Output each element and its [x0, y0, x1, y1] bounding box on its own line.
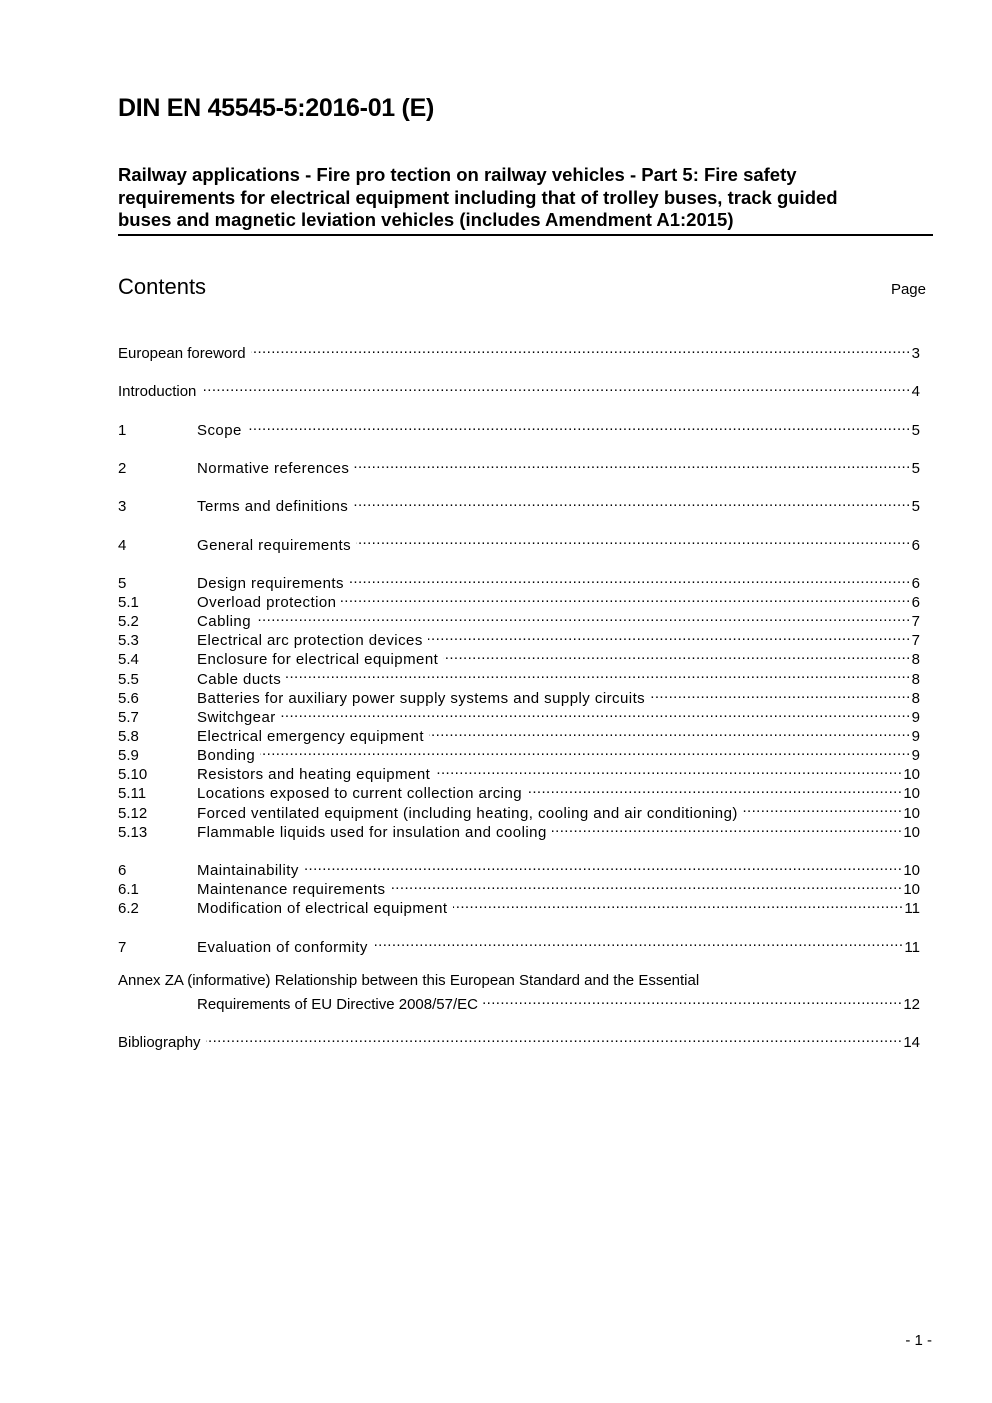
toc-entry-label: Normative references: [197, 459, 350, 477]
page-number: - 1 -: [905, 1332, 932, 1349]
toc-leader-dots: [650, 684, 911, 703]
toc-entry-label: Introduction: [118, 383, 197, 401]
toc-entry-label: Locations exposed to current collection arcing: [197, 785, 523, 803]
toc-entry[interactable]: [118, 339, 920, 363]
toc-entry-page: 5: [911, 421, 920, 439]
toc-leader-dots: [483, 990, 902, 1009]
toc-entry-number: 5.13: [118, 823, 148, 841]
toc-entry-label: Cable ducts: [197, 670, 282, 688]
toc-leader-dots: [353, 492, 910, 511]
toc-leader-dots: [349, 569, 911, 588]
toc-entry[interactable]: [118, 971, 920, 990]
toc-entry-label: General requirements: [197, 536, 352, 554]
toc-leader-dots: [286, 664, 910, 683]
document-title-line: Railway applications - Fire pro tection on railway vehicles - Part 5: Fire safety: [118, 164, 797, 185]
toc-entry-label: Requirements of EU Directive 2008/57/EC: [197, 995, 478, 1013]
toc-entry-label: Annex ZA (informative) Relationship between this European Standard and the Essential: [118, 971, 700, 989]
toc-entry-label: Electrical arc protection devices: [197, 632, 423, 650]
toc-entry[interactable]: [118, 416, 920, 439]
toc-entry-page: 9: [911, 727, 920, 745]
toc-entry-label: Maintainability: [197, 861, 299, 879]
toc-entry-page: 9: [911, 747, 920, 765]
toc-entry-page: 10: [903, 881, 920, 899]
toc-entry-label: Terms and definitions: [197, 498, 349, 516]
toc-entry-page: 11: [904, 938, 920, 956]
toc-entry-number: 5.8: [118, 727, 139, 745]
toc-entry-number: 5.4: [118, 651, 139, 669]
toc-entry-number: 5.7: [118, 708, 139, 726]
toc-spacer: [118, 396, 920, 415]
toc-entry-number: 6.2: [118, 900, 139, 918]
toc-entry-label: Design requirements: [197, 574, 344, 592]
toc-entry[interactable]: [118, 377, 920, 401]
toc-entry[interactable]: [118, 932, 920, 956]
toc-leader-dots: [251, 339, 911, 358]
toc-entry-page: 5: [911, 459, 920, 477]
toc-entry-number: 5.10: [118, 766, 148, 784]
toc-leader-dots: [429, 722, 911, 741]
toc-entry-number: 5: [118, 574, 127, 592]
toc-leader-dots: [435, 760, 902, 779]
toc-entry-label: Electrical emergency equipment: [197, 727, 424, 745]
toc-entry-page: 10: [903, 861, 920, 879]
toc-entry-number: 5.3: [118, 632, 139, 650]
toc-entry-label: Maintenance requirements: [197, 881, 386, 899]
toc-entry-label: Bonding: [197, 747, 256, 765]
toc-entry[interactable]: [118, 454, 920, 477]
toc-entry-number: 2: [118, 459, 127, 477]
toc-entry-label: Cabling: [197, 613, 252, 631]
toc-entry-number: 3: [118, 498, 127, 516]
toc-entry-label: Enclosure for electrical equipment: [197, 651, 439, 669]
toc-entry-label: European foreword: [118, 345, 246, 363]
toc-leader-dots: [443, 645, 910, 664]
toc-entry[interactable]: [118, 1028, 920, 1052]
toc-leader-dots: [552, 818, 903, 837]
toc-leader-dots: [354, 454, 910, 473]
toc-entry-page: 7: [911, 613, 920, 631]
toc-entry-number: 5.6: [118, 689, 139, 707]
toc-entry-page: 4: [911, 383, 920, 401]
toc-entry[interactable]: [118, 856, 920, 879]
toc-entry-label: Evaluation of conformity: [197, 938, 368, 956]
toc-leader-dots: [356, 530, 911, 549]
contents-heading: Contents: [118, 274, 207, 299]
toc-entry-number: 5.2: [118, 613, 139, 631]
toc-leader-dots: [281, 703, 911, 722]
toc-entry[interactable]: [118, 990, 920, 1013]
toc-entry-label: Forced ventilated equipment (including heating, cooling and air conditioning): [197, 804, 738, 822]
toc-leader-dots: [453, 894, 904, 913]
document-title: [118, 164, 933, 236]
toc-entry-page: 10: [903, 785, 920, 803]
document-id: DIN EN 45545-5:2016-01 (E): [118, 94, 434, 122]
toc-entry-label: Resistors and heating equipment: [197, 766, 431, 784]
toc-entry-number: 6.1: [118, 881, 139, 899]
toc-entry-page: 6: [911, 574, 920, 592]
toc-entry-page: 11: [904, 900, 920, 918]
toc-entry-number: 5.9: [118, 747, 139, 765]
toc-entry-number: 6: [118, 861, 127, 879]
toc-leader-dots: [304, 856, 903, 875]
toc-leader-dots: [341, 588, 910, 607]
document-title-line: requirements for electrical equipment including that of trolley buses, track guided: [118, 186, 838, 208]
toc-leader-dots: [206, 1028, 903, 1047]
toc-entry-page: 3: [911, 345, 920, 363]
toc-entry-page: 7: [911, 632, 920, 650]
toc-entry-page: 8: [911, 651, 920, 669]
toc-leader-dots: [260, 741, 910, 760]
toc-entry-page: 8: [911, 689, 920, 707]
toc-entry-number: 5.1: [118, 593, 139, 611]
toc-entry-label: Scope: [197, 421, 242, 439]
toc-entry-label: Flammable liquids used for insulation and cooling: [197, 823, 547, 841]
toc-entry-page: 10: [903, 804, 920, 822]
toc-entry-number: 1: [118, 421, 127, 439]
toc-leader-dots: [390, 875, 902, 894]
toc-leader-dots: [373, 932, 904, 951]
toc-entry-page: 8: [911, 670, 920, 688]
toc-entry[interactable]: [118, 569, 920, 592]
toc-entry-page: 9: [911, 708, 920, 726]
toc-entry-number: 5.12: [118, 804, 148, 822]
toc-entry[interactable]: [118, 492, 920, 516]
table-of-contents: [118, 339, 920, 1052]
toc-entry-label: Overload protection: [197, 593, 337, 611]
page-column-heading: Page: [890, 281, 926, 298]
toc-entry-label: Bibliography: [118, 1034, 201, 1052]
toc-leader-dots: [247, 416, 911, 435]
toc-entry-label: Switchgear: [197, 708, 276, 726]
document-title-line: buses and magnetic leviation vehicles (includes Amendment A1:2015): [118, 209, 734, 230]
toc-leader-dots: [428, 626, 911, 645]
toc-entry-page: 10: [903, 766, 920, 784]
toc-entry-number: 5.11: [118, 785, 147, 803]
toc-leader-dots: [743, 798, 903, 817]
toc-entry-label: Modification of electrical equipment: [197, 900, 448, 918]
toc-leader-dots: [256, 607, 911, 626]
toc-entry-label: Batteries for auxiliary power supply systems and supply circuits: [197, 689, 646, 707]
toc-entry-page: 5: [911, 498, 920, 516]
toc-entry-number: 5.5: [118, 670, 139, 688]
toc-entry-number: 7: [118, 938, 127, 956]
toc-entry-number: 4: [118, 536, 127, 554]
toc-leader-dots: [201, 377, 910, 396]
toc-entry-page: 10: [903, 823, 920, 841]
toc-entry-page: 6: [911, 536, 920, 554]
toc-entry[interactable]: [118, 530, 920, 554]
toc-entry-page: 12: [903, 995, 920, 1013]
toc-entry-page: 14: [903, 1034, 920, 1052]
toc-leader-dots: [527, 779, 902, 798]
toc-entry-page: 6: [911, 593, 920, 611]
